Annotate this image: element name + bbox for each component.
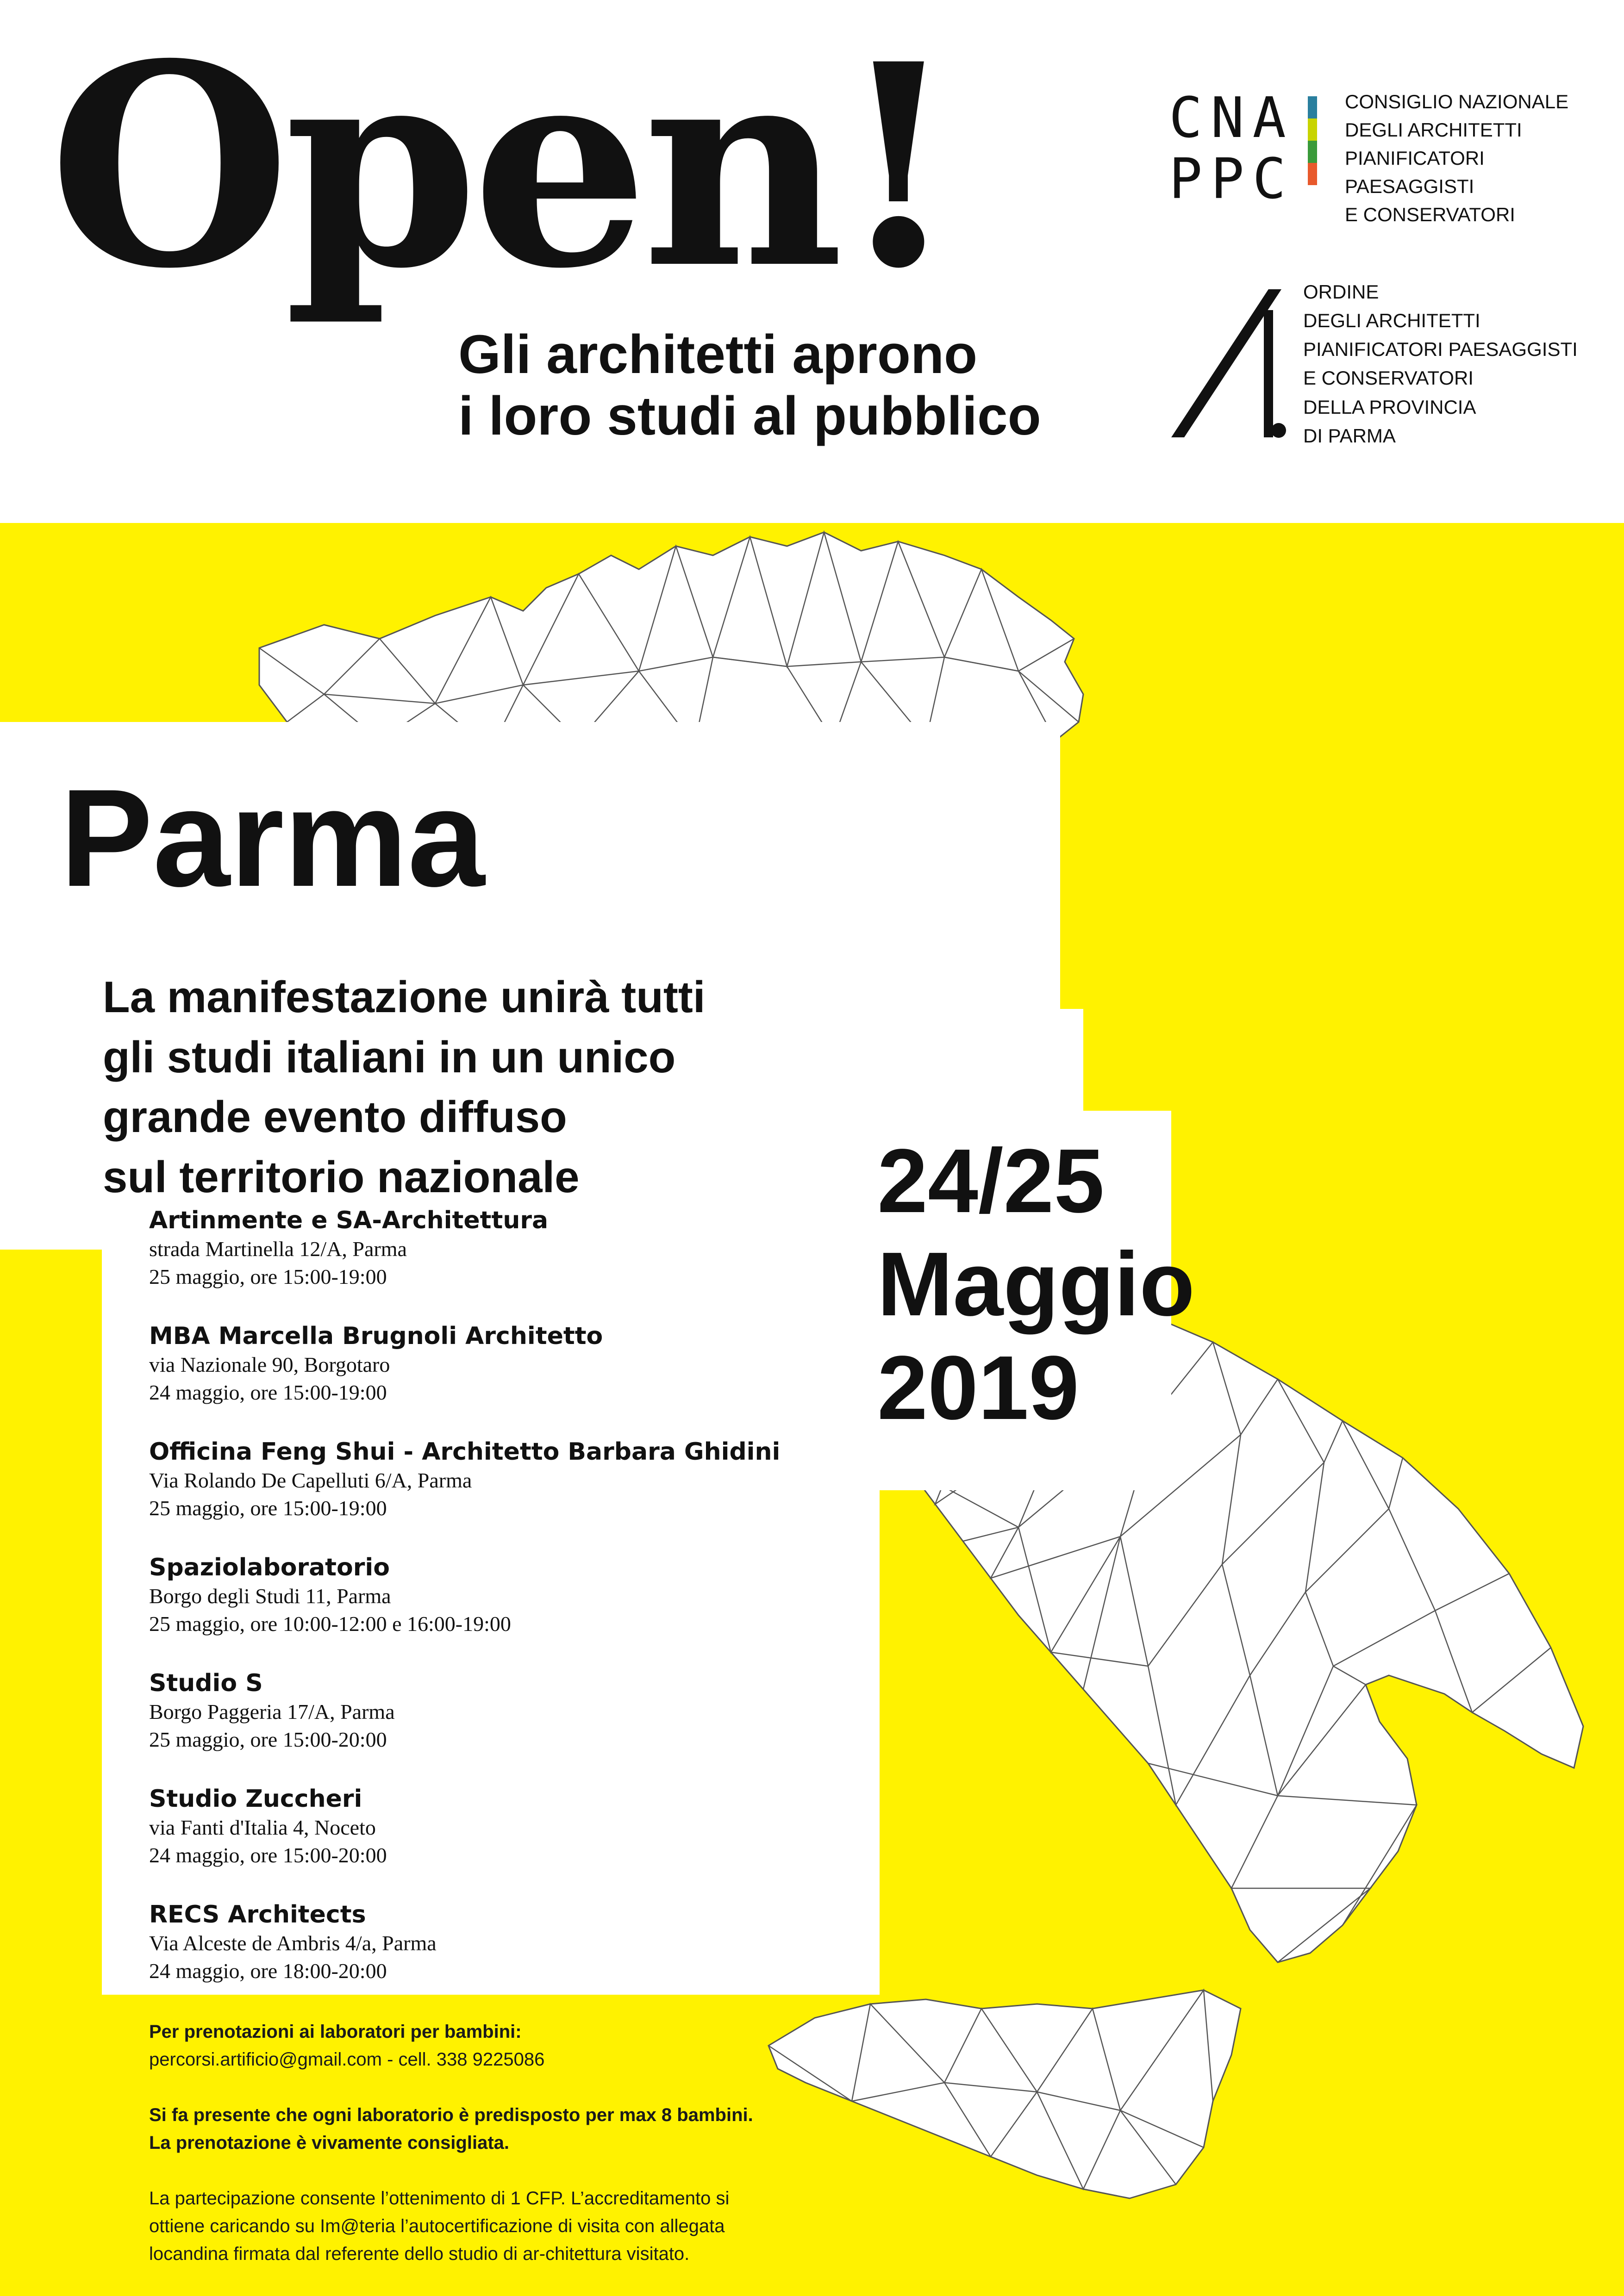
ordine-line-5: DELLA PROVINCIA <box>1303 396 1476 418</box>
intro-line-2: gli studi italiani in un unico <box>103 1032 676 1082</box>
studio-name: Studio S <box>149 1669 263 1697</box>
ordine-line-4: E CONSERVATORI <box>1303 367 1474 389</box>
cfp-line-2: ottiene caricando su Im@teria l’autocertificazione di visita con allegata <box>149 2216 725 2236</box>
booking-title: Per prenotazioni ai laboratori per bambini: <box>149 2022 522 2042</box>
studio-address: strada Martinella 12/A, Parma <box>149 1237 407 1261</box>
studio-list <box>149 1206 890 2016</box>
cnappc-line-5: E CONSERVATORI <box>1345 203 1515 225</box>
event-intro <box>103 967 705 1207</box>
studio-address: Borgo Paggeria 17/A, Parma <box>149 1700 395 1724</box>
cnappc-bar-green <box>1308 141 1317 163</box>
intro-line-3: grande evento diffuso <box>103 1092 567 1142</box>
subtitle-line-2: i loro studi al pubblico <box>458 386 1041 447</box>
studio-entry <box>149 1437 890 1553</box>
ordine-line-1: ORDINE <box>1303 281 1379 303</box>
studio-time: 25 maggio, ore 15:00-19:00 <box>149 1496 387 1520</box>
cnappc-line-4: PAESAGGISTI <box>1345 175 1474 197</box>
studio-entry <box>149 1668 890 1784</box>
studio-entry <box>149 1784 890 1900</box>
studio-name: Artinmente e SA-Architettura <box>149 1207 549 1234</box>
studio-time: 25 maggio, ore 15:00-20:00 <box>149 1728 387 1751</box>
date-month: Maggio <box>877 1233 1195 1335</box>
subtitle <box>458 324 1041 448</box>
footer-spacer <box>149 2073 871 2101</box>
studio-address: Borgo degli Studi 11, Parma <box>149 1584 391 1608</box>
studio-address: via Fanti d'Italia 4, Noceto <box>149 1816 376 1839</box>
cfp-line-1: La partecipazione consente l’ottenimento di 1 CFP. L’accreditamento si <box>149 2188 730 2209</box>
footer-spacer <box>149 2157 871 2184</box>
studio-address: Via Rolando De Capelluti 6/A, Parma <box>149 1468 472 1492</box>
date-year: 2019 <box>877 1337 1080 1438</box>
studio-name: Officina Feng Shui - Architetto Barbara Ghidini <box>149 1438 781 1466</box>
intro-line-1: La manifestazione unirà tutti <box>103 972 706 1022</box>
cnappc-acronym <box>1169 88 1294 210</box>
subtitle-line-1: Gli architetti aprono <box>458 324 978 385</box>
studio-name: Studio Zuccheri <box>149 1785 362 1813</box>
studio-time: 24 maggio, ore 15:00-20:00 <box>149 1843 387 1867</box>
notice-line-2: La prenotazione è vivamente consigliata. <box>149 2133 510 2153</box>
ordine-line-6: DI PARMA <box>1303 424 1396 447</box>
studio-time: 25 maggio, ore 10:00-12:00 e 16:00-19:00 <box>149 1612 511 1636</box>
studio-time: 25 maggio, ore 15:00-19:00 <box>149 1265 387 1288</box>
studio-entry <box>149 1553 890 1668</box>
city-title: Parma <box>60 760 485 915</box>
studio-entry <box>149 1206 890 1321</box>
studio-entry <box>149 1321 890 1437</box>
cnappc-bar-blue <box>1308 96 1317 118</box>
ordine-logo <box>1171 278 1588 447</box>
ordine-name <box>1303 278 1578 450</box>
date-days: 24/25 <box>877 1130 1105 1232</box>
studio-name: Spaziolaboratorio <box>149 1554 390 1581</box>
cnappc-line-2: DEGLI ARCHITETTI <box>1345 118 1522 141</box>
footer-info <box>149 2018 871 2268</box>
event-dates <box>877 1129 1195 1439</box>
cnappc-bar-orange <box>1308 163 1317 185</box>
cnappc-logo <box>1169 86 1586 225</box>
studio-time: 24 maggio, ore 18:00-20:00 <box>149 1959 387 1983</box>
booking-contact: percorsi.artificio@gmail.com - cell. 338 9225086 <box>149 2049 545 2070</box>
ordine-slash-icon <box>1171 278 1292 444</box>
studio-entry <box>149 1900 890 2016</box>
ordine-line-2: DEGLI ARCHITETTI <box>1303 310 1480 332</box>
studio-address: via Nazionale 90, Borgotaro <box>149 1353 390 1376</box>
main-title: Open! <box>49 3 953 330</box>
studio-name: RECS Architects <box>149 1901 366 1929</box>
cnappc-line-1: CONSIGLIO NAZIONALE <box>1345 91 1569 112</box>
cnappc-acronym-line-1: CNA <box>1169 86 1294 150</box>
studio-name: MBA Marcella Brugnoli Architetto <box>149 1322 603 1350</box>
cnappc-bar-yellow <box>1308 118 1317 141</box>
studio-address: Via Alceste de Ambris 4/a, Parma <box>149 1931 437 1955</box>
intro-line-4: sul territorio nazionale <box>103 1152 580 1202</box>
cfp-line-3: locandina firmata dal referente dello studio di ar-chitettura visitato. <box>149 2244 690 2264</box>
ordine-line-3: PIANIFICATORI PAESAGGISTI <box>1303 338 1578 361</box>
notice-line-1: Si fa presente che ogni laboratorio è predisposto per max 8 bambini. <box>149 2105 753 2125</box>
cnappc-acronym-line-2: PPC <box>1169 147 1294 212</box>
cnappc-name <box>1345 88 1568 229</box>
studio-time: 24 maggio, ore 15:00-19:00 <box>149 1381 387 1404</box>
cnappc-line-3: PIANIFICATORI <box>1345 147 1485 169</box>
